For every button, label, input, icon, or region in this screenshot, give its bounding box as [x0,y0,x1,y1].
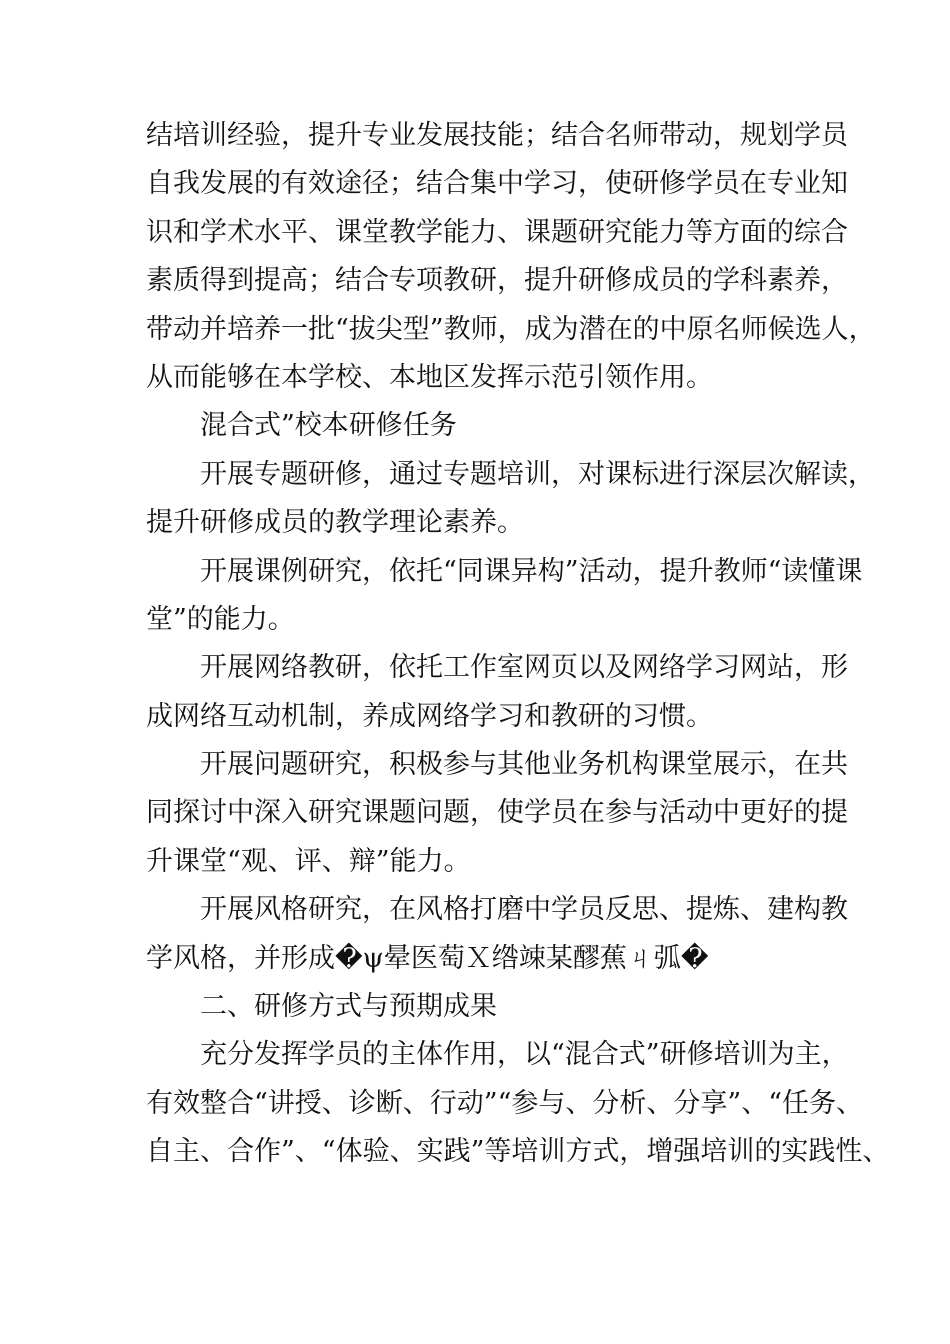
text-line: 堂”的能力。 [146,603,295,635]
text-line: 提升研修成员的教学理论素养。 [146,507,524,539]
text-line: 开展专题研修，通过专题培训，对课标进行深层次解读， [200,458,875,490]
text-line: 自我发展的有效途径；结合集中学习，使研修学员在专业知 [146,168,848,200]
text-line: 开展课例研究，依托“同课异构”活动，提升教师“读懂课 [200,555,863,587]
text-line: 自主、合作”、“体验、实践”等培训方式，增强培训的实践性、 [146,1136,890,1168]
text-line: 素质得到提高；结合专项教研，提升研修成员的学科素养， [146,265,848,297]
section-heading: 混合式”校本研修任务 [200,410,457,442]
text-line: 学风格，并形成�ψ晕医萄Ｘ绺竦某醪蕉ㄐ弧� [146,942,709,974]
body-text [146,112,890,1177]
text-line: 开展网络教研，依托工作室网页以及网络学习网站，形 [200,652,848,684]
text-line: 结培训经验，提升专业发展技能；结合名师带动，规划学员 [146,120,848,151]
text-line: 从而能够在本学校、本地区发挥示范引领作用。 [146,361,713,393]
text-line: 充分发挥学员的主体作用，以“混合式”研修培训为主， [200,1039,849,1071]
text-line: 有效整合“讲授、诊断、行动”“参与、分析、分享”、“任务、 [146,1087,864,1119]
text-line: 开展风格研究，在风格打磨中学员反思、提炼、建构教 [200,894,848,926]
text-line: 升课堂“观、评、辩”能力。 [146,845,471,877]
text-line: 同探讨中深入研究课题问题，使学员在参与活动中更好的提 [146,797,848,829]
text-line: 带动并培养一批“拔尖型”教师，成为潜在的中原名师候选人， [146,313,876,345]
section-heading: 二、研修方式与预期成果 [200,991,497,1023]
text-line: 成网络互动机制，养成网络学习和教研的习惯。 [146,700,713,732]
text-line: 识和学术水平、课堂教学能力、课题研究能力等方面的综合 [146,216,848,248]
text-line: 开展问题研究，积极参与其他业务机构课堂展示，在共 [200,749,848,781]
